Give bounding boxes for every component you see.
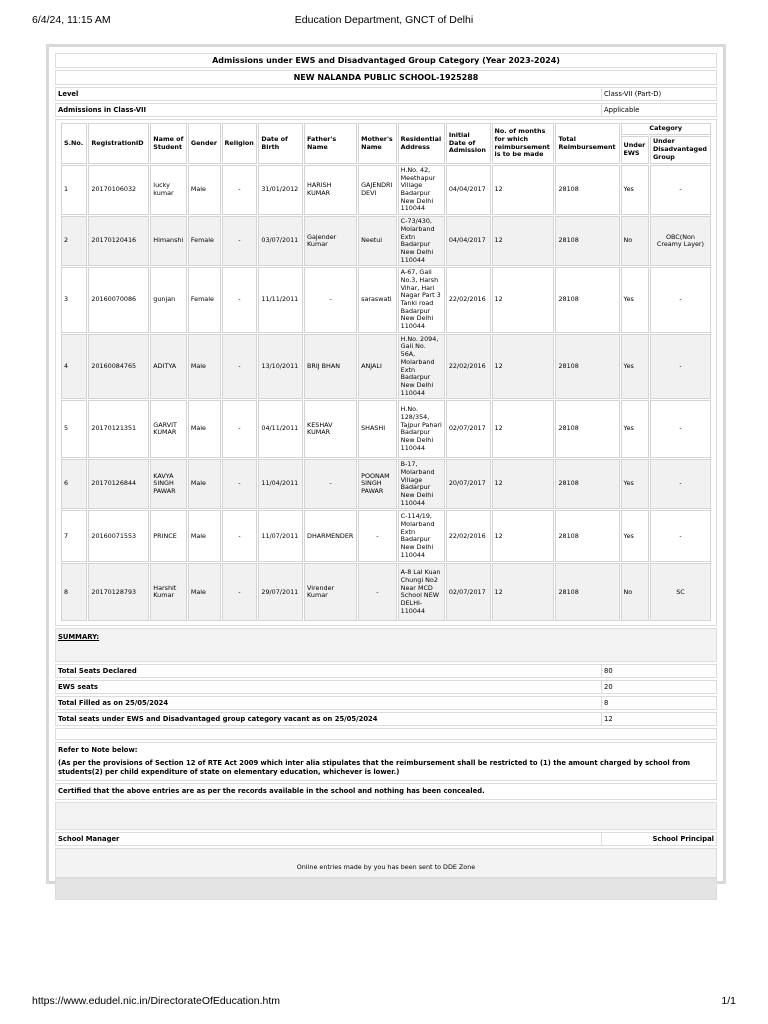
cell-regid: 20170128793	[88, 563, 149, 621]
header-religion: Religion	[222, 123, 258, 164]
summary-heading-text: SUMMARY:	[58, 633, 100, 642]
cell-mother: SHASHI	[358, 400, 397, 458]
students-table	[60, 122, 712, 622]
school-name-text: NEW NALANDA PUBLIC SCHOOL-1925288	[293, 73, 479, 82]
stat-vacant-seats	[55, 712, 717, 726]
header-father: Father's Name	[304, 123, 357, 164]
stat-value: 20	[604, 683, 613, 692]
cell-total-reimbursement: 28108	[555, 216, 619, 266]
cell-ews: Yes	[621, 267, 649, 333]
cell-address: A-8 Lal Kuan Chungi No2 Near MCD School NEW DELHI-110044	[398, 563, 445, 621]
summary-heading	[55, 628, 717, 662]
cell-regid: 20170106032	[88, 165, 149, 215]
cell-religion: -	[222, 400, 258, 458]
level-row	[55, 87, 717, 101]
certification-note	[55, 783, 717, 800]
cell-months: 12	[492, 267, 555, 333]
cell-initial-date: 02/07/2017	[446, 563, 491, 621]
cell-mother: -	[358, 510, 397, 562]
table-row	[61, 165, 711, 215]
cell-dob: 29/07/2011	[258, 563, 303, 621]
cell-months: 12	[492, 563, 555, 621]
header-gender: Gender	[188, 123, 221, 164]
cell-sno: 4	[61, 334, 87, 400]
cell-dg: -	[650, 334, 711, 400]
cell-dob: 13/10/2011	[258, 334, 303, 400]
spacer	[55, 728, 717, 740]
print-footer	[32, 995, 736, 1011]
cell-ews: No	[621, 563, 649, 621]
cell-dg: -	[650, 267, 711, 333]
cell-sno: 6	[61, 459, 87, 509]
cell-name: KAVYA SINGH PAWAR	[150, 459, 187, 509]
cell-gender: Male	[188, 459, 221, 509]
header-mother: Mother's Name	[358, 123, 397, 164]
cell-father: -	[304, 459, 357, 509]
school-principal-label: School Principal	[652, 834, 714, 843]
cell-father: -	[304, 267, 357, 333]
online-entry-note	[55, 848, 717, 878]
cell-mother: POONAM SINGH PAWAR	[358, 459, 397, 509]
stat-label: Total Seats Declared	[56, 665, 602, 677]
cell-address: H.No. 42, Meethapur Village Badarpur New Delhi 110044	[398, 165, 445, 215]
cell-gender: Male	[188, 400, 221, 458]
cell-total-reimbursement: 28108	[555, 563, 619, 621]
header-address: Residential Address	[398, 123, 445, 164]
cell-sno: 1	[61, 165, 87, 215]
admissions-value: Applicable	[604, 106, 640, 114]
cell-name: GARVIT KUMAR	[150, 400, 187, 458]
report-frame	[46, 44, 726, 884]
report-title-text: Admissions under EWS and Disadvantaged Group Category (Year 2023-2024)	[212, 56, 560, 65]
cell-address: B-17, Molarband Village Badarpur New Delhi 110044	[398, 459, 445, 509]
table-row	[61, 400, 711, 458]
table-row	[61, 563, 711, 621]
header-dg: Under Disadvantaged Group	[650, 136, 711, 164]
cell-name: lucky kumar	[150, 165, 187, 215]
cell-total-reimbursement: 28108	[555, 267, 619, 333]
cell-address: H.No. 2094, Gali No. 56A, Molarband Extn Badarpur New Delhi 110044	[398, 334, 445, 400]
header-total-reimbursement: Total Reimbursement	[555, 123, 619, 164]
cell-initial-date: 04/04/2017	[446, 165, 491, 215]
stat-total-seats	[55, 664, 717, 678]
cell-dg: -	[650, 510, 711, 562]
cell-name: ADITYA	[150, 334, 187, 400]
cell-father: KESHAV KUMAR	[304, 400, 357, 458]
cell-months: 12	[492, 459, 555, 509]
cell-ews: Yes	[621, 400, 649, 458]
header-name: Name of Student	[150, 123, 187, 164]
stat-value: 8	[604, 699, 609, 708]
school-name	[55, 70, 717, 85]
level-label: Level	[56, 88, 602, 100]
cell-name: PRINCE	[150, 510, 187, 562]
cell-gender: Female	[188, 216, 221, 266]
online-entry-text: Online entries made by you has been sent to DDE Zone	[296, 862, 476, 871]
cell-initial-date: 04/04/2017	[446, 216, 491, 266]
cell-dg: OBC(Non Creamy Layer)	[650, 216, 711, 266]
table-row	[61, 334, 711, 400]
admissions-label: Admissions in Class-VII	[56, 104, 602, 116]
cell-dob: 11/11/2011	[258, 267, 303, 333]
stat-label: EWS seats	[56, 681, 602, 693]
cell-total-reimbursement: 28108	[555, 459, 619, 509]
cell-initial-date: 22/02/2016	[446, 267, 491, 333]
cell-gender: Male	[188, 334, 221, 400]
school-manager-label: School Manager	[56, 833, 602, 845]
cell-mother: Neetui	[358, 216, 397, 266]
cell-dg: SC	[650, 563, 711, 621]
cell-religion: -	[222, 216, 258, 266]
cell-regid: 20170120416	[88, 216, 149, 266]
cell-address: A-67, Gali No.3, Harsh Vihar, Hari Nagar Part 3 Tanki road Badarpur New Delhi 110044	[398, 267, 445, 333]
cell-name: gunjan	[150, 267, 187, 333]
cell-dg: -	[650, 459, 711, 509]
cell-ews: Yes	[621, 510, 649, 562]
cell-religion: -	[222, 165, 258, 215]
cell-total-reimbursement: 28108	[555, 510, 619, 562]
header-category: Category	[621, 123, 711, 135]
print-page-title: Education Department, GNCT of Delhi	[294, 14, 474, 26]
cell-sno: 8	[61, 563, 87, 621]
table-row	[61, 459, 711, 509]
stat-label: Total Filled as on 25/05/2024	[56, 697, 602, 709]
cell-address: H.No. 128/354, Tajpur Pahari Badarpur New Delhi 110044	[398, 400, 445, 458]
cell-dg: -	[650, 400, 711, 458]
cell-ews: Yes	[621, 334, 649, 400]
cell-initial-date: 20/07/2017	[446, 459, 491, 509]
cell-father: Virender Kumar	[304, 563, 357, 621]
cell-father: BRIJ BHAN	[304, 334, 357, 400]
cell-regid: 20170121351	[88, 400, 149, 458]
cell-sno: 5	[61, 400, 87, 458]
provision-note: (As per the provisions of Section 12 of RTE Act 2009 which inter alia stipulates that the reimbursement shall be restricted to (1) the amount charged by school from students(2) per child expenditure of state on elementary education, whichever is lower.)	[58, 759, 691, 777]
cell-religion: -	[222, 510, 258, 562]
refer-note: Refer to Note below:	[58, 746, 138, 755]
page-number: 1/1	[721, 995, 736, 1007]
cell-ews: No	[621, 216, 649, 266]
cell-months: 12	[492, 216, 555, 266]
cell-months: 12	[492, 165, 555, 215]
header-dob: Date of Birth	[258, 123, 303, 164]
cell-gender: Male	[188, 563, 221, 621]
cell-mother: ANJALI	[358, 334, 397, 400]
cell-dg: -	[650, 165, 711, 215]
cell-sno: 2	[61, 216, 87, 266]
cell-total-reimbursement: 28108	[555, 165, 619, 215]
cell-gender: Male	[188, 510, 221, 562]
stat-label: Total seats under EWS and Disadvantaged group category vacant as on 25/05/2024	[56, 713, 602, 725]
notes-block	[55, 742, 717, 780]
table-row	[61, 510, 711, 562]
cell-ews: Yes	[621, 459, 649, 509]
header-sno: S.No.	[61, 123, 87, 164]
table-row	[61, 267, 711, 333]
cell-initial-date: 02/07/2017	[446, 400, 491, 458]
report-title	[55, 53, 717, 68]
cell-total-reimbursement: 28108	[555, 400, 619, 458]
cell-dob: 11/04/2011	[258, 459, 303, 509]
cell-mother: GAJENDRI DEVI	[358, 165, 397, 215]
page-url: https://www.edudel.nic.in/DirectorateOfEducation.htm	[32, 995, 281, 1007]
header-months: No. of months for which reimbursement is to be made	[492, 123, 555, 164]
cell-months: 12	[492, 334, 555, 400]
cell-ews: Yes	[621, 165, 649, 215]
cell-name: Himanshi	[150, 216, 187, 266]
cell-initial-date: 22/02/2016	[446, 510, 491, 562]
admissions-row	[55, 103, 717, 117]
stat-value: 12	[604, 715, 613, 724]
cell-religion: -	[222, 267, 258, 333]
cell-months: 12	[492, 510, 555, 562]
blank-gray-block	[55, 802, 717, 830]
cell-religion: -	[222, 459, 258, 509]
cell-total-reimbursement: 28108	[555, 334, 619, 400]
stat-total-filled	[55, 696, 717, 710]
cell-address: C-73/430, Molarband Extn Badarpur New Delhi 110044	[398, 216, 445, 266]
cell-dob: 03/07/2011	[258, 216, 303, 266]
cell-address: C-114/19, Molarband Extn Badarpur New Delhi 110044	[398, 510, 445, 562]
table-row	[61, 216, 711, 266]
cell-months: 12	[492, 400, 555, 458]
cell-father: HARISH KUMAR	[304, 165, 357, 215]
header-ews: Under EWS	[621, 136, 649, 164]
cell-dob: 11/07/2011	[258, 510, 303, 562]
cell-sno: 3	[61, 267, 87, 333]
signature-row	[55, 832, 717, 846]
certification-text: Certified that the above entries are as per the records available in the school and nothing has been concealed.	[58, 786, 485, 795]
cell-regid: 20160071553	[88, 510, 149, 562]
cell-regid: 20160084765	[88, 334, 149, 400]
cell-dob: 31/01/2012	[258, 165, 303, 215]
level-value: Class-VII (Part-D)	[604, 90, 662, 98]
cell-gender: Male	[188, 165, 221, 215]
cell-religion: -	[222, 563, 258, 621]
cell-dob: 04/11/2011	[258, 400, 303, 458]
stat-ews-seats	[55, 680, 717, 694]
cell-father: Gajender Kumar	[304, 216, 357, 266]
header-initial-date: Initial Date of Admission	[446, 123, 491, 164]
bottom-bar	[55, 878, 717, 900]
cell-religion: -	[222, 334, 258, 400]
cell-name: Harshit Kumar	[150, 563, 187, 621]
print-header	[32, 14, 736, 30]
cell-gender: Female	[188, 267, 221, 333]
students-table-wrapper	[55, 119, 717, 626]
cell-sno: 7	[61, 510, 87, 562]
cell-regid: 20170126844	[88, 459, 149, 509]
cell-father: DHARMENDER	[304, 510, 357, 562]
cell-regid: 20160070086	[88, 267, 149, 333]
cell-mother: -	[358, 563, 397, 621]
report-content	[55, 53, 717, 900]
cell-mother: saraswati	[358, 267, 397, 333]
header-regid: RegistrationID	[88, 123, 149, 164]
stat-value: 80	[604, 667, 613, 676]
cell-initial-date: 22/02/2016	[446, 334, 491, 400]
print-datetime: 6/4/24, 11:15 AM	[32, 14, 111, 26]
